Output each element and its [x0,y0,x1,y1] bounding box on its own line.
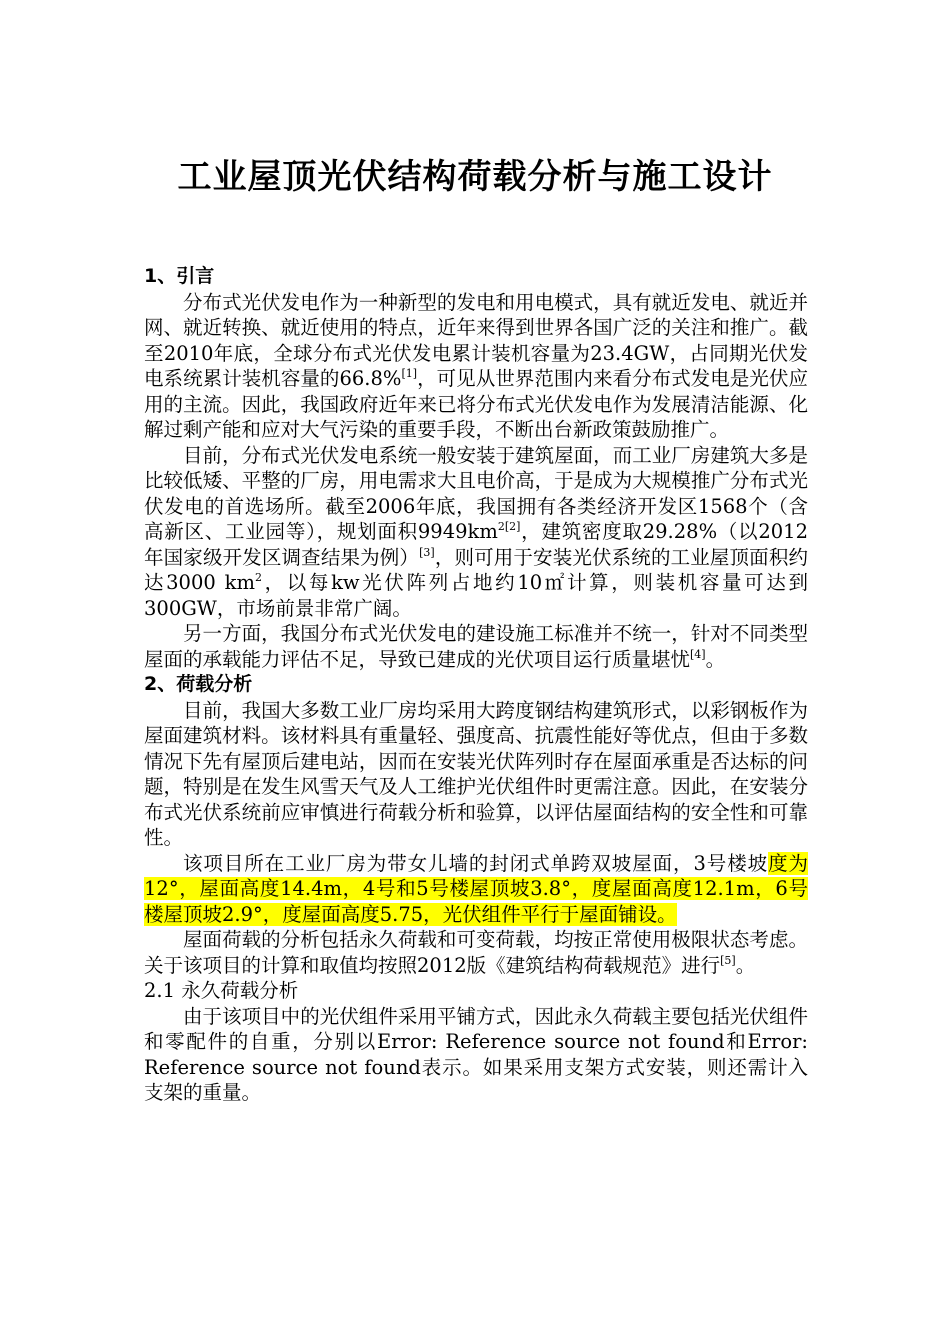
highlighted-text: 度为12°，屋面高度14.4m，4号和5号楼屋顶坡3.8°，度屋面高度12.1m，6号楼屋顶坡2.9°，度屋面高度5.75，光伏组件平行于屋面铺设。 [144,851,808,926]
section-heading-introduction: 1、引言 [144,265,215,287]
citation-ref: [5] [720,953,736,967]
superscript: 2 [254,571,262,584]
text-run: 另一方面，我国分布式光伏发电的建设施工标准并不统一，针对不同类型屋面的承载能力评估不足，导致已建成的光伏项目运行质量堪忧 [144,622,808,671]
paragraph: 由于该项目中的光伏组件采用平铺方式，因此永久荷载主要包括光伏组件和零配件的自重，分别以Error: Reference source not found和Error: Reference source not found表示。如果采用支架方式安装，则还需计入支架的重量。 [144,1004,808,1104]
document-body [144,264,808,1106]
text-run: 分布式光伏发电作为一种新型的发电和用电模式，具有就近发电、就近并网、就近转换、就近使用的特点，近年来得到世界各国广泛的关注和推广。截至2010年底，全球分布式光伏发电累计装机容量为23.4GW，占同期光伏发电系统累计装机容量的66.8% [144,290,808,390]
text-run: ，建筑密度取29.28%（以2012年国家级开发区调查结果为例） [144,520,808,569]
text-run: 屋面荷载的分析包括永久荷载和可变荷载，均按正常使用极限状态考虑。关于该项目的计算和取值均按照2012版《建筑结构荷载规范》进行 [144,928,808,977]
text-run: 。 [735,953,756,977]
paragraph: 目前，我国大多数工业厂房均采用大跨度钢结构建筑形式，以彩钢板作为屋面建筑材料。该材料具有重量轻、强度高、抗震性能好等优点，但由于多数情况下先有屋顶后建电站，因而在安装光伏阵列时存在屋面承重是否达标的问题，特别是在发生风雪天气及人工维护光伏组件时更需注意。因此，在安装分布式光伏系统前应审慎进行荷载分析和验算，以评估屋面结构的安全性和可靠性。 [144,698,808,849]
text-run: 。 [705,647,726,671]
paragraph [144,621,808,672]
paragraph [144,851,808,928]
text-run: ，则可用于安装光伏系统的工业屋顶面积约达3000 km [144,545,808,594]
superscript: 2[2] [497,520,521,533]
text-run: 目前，分布式光伏发电系统一般安装于建筑屋面，而工业厂房建筑大多是比较低矮、平整的厂房，用电需求大且电价高，于是成为大规模推广分布式光伏发电的首选场所。截至2006年底，我国拥有各类经济开发区1568个（含高新区、工业园等），规划面积9949km [144,443,808,543]
citation-ref: [4] [690,647,706,661]
subsection-heading-permanent-load: 2.1 永久荷载分析 [144,979,299,1002]
text-run: ，可见从世界范围内来看分布式发电是光伏应用的主流。因此，我国政府近年来已将分布式光伏发电作为发展清洁能源、化解过剩产能和应对大气污染的重要手段，不断出台新政策鼓励推广。 [144,367,808,441]
citation-ref: [1] [401,367,418,380]
paragraph [144,290,808,443]
citation-ref: [3] [419,545,435,559]
section-heading-load-analysis: 2、荷载分析 [144,673,253,695]
paragraph [144,927,808,978]
text-run: 该项目所在工业厂房为带女儿墙的封闭式单跨双坡屋面，3号楼坡 [183,851,769,875]
paragraph [144,443,808,622]
text-run: ，以每kw光伏阵列占地约10㎡计算，则装机容量可达到300GW，市场前景非常广阔。 [144,571,808,620]
document-title: 工业屋顶光伏结构荷载分析与施工设计 [177,157,773,197]
